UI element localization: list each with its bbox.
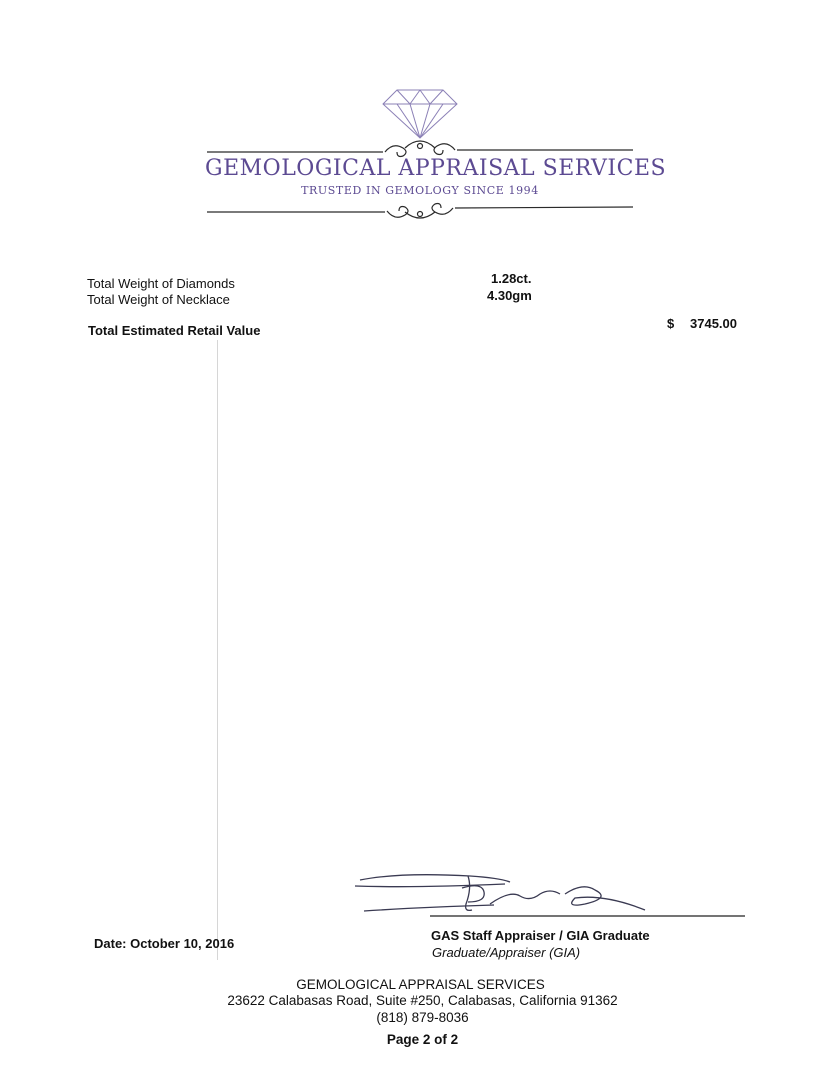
retail-value-label: Total Estimated Retail Value bbox=[88, 323, 261, 338]
appraiser-signature bbox=[350, 866, 750, 926]
scan-divider bbox=[217, 340, 218, 960]
page-number: Page 2 of 2 bbox=[386, 1032, 459, 1047]
footer-phone: (818) 879-8036 bbox=[376, 1010, 469, 1025]
footer-address: 23622 Calabasas Road, Suite #250, Calabasas, California 91362 bbox=[227, 993, 618, 1008]
appraiser-title: GAS Staff Appraiser / GIA Graduate bbox=[431, 928, 650, 943]
diamonds-weight-label: Total Weight of Diamonds bbox=[87, 276, 235, 291]
currency-symbol: $ bbox=[667, 316, 675, 331]
logo-company-name: GEMOLOGICAL APPRAISAL SERVICES bbox=[205, 156, 667, 181]
top-ornament-rule bbox=[207, 141, 633, 157]
diamonds-weight-value: 1.28ct. bbox=[491, 271, 532, 286]
logo-tagline: TRUSTED IN GEMOLOGY SINCE 1994 bbox=[301, 184, 539, 197]
appraisal-date: Date: October 10, 2016 bbox=[94, 936, 235, 951]
necklace-weight-label: Total Weight of Necklace bbox=[87, 292, 230, 307]
diamond-logo-graphic bbox=[205, 86, 667, 222]
bottom-ornament-rule bbox=[207, 204, 633, 219]
diamond-icon bbox=[383, 90, 457, 138]
company-logo bbox=[205, 86, 667, 222]
appraiser-subtitle: Graduate/Appraiser (GIA) bbox=[432, 945, 581, 960]
necklace-weight-value: 4.30gm bbox=[487, 288, 532, 303]
retail-value-amount: 3745.00 bbox=[690, 316, 737, 331]
footer-company: GEMOLOGICAL APPRAISAL SERVICES bbox=[296, 977, 545, 992]
